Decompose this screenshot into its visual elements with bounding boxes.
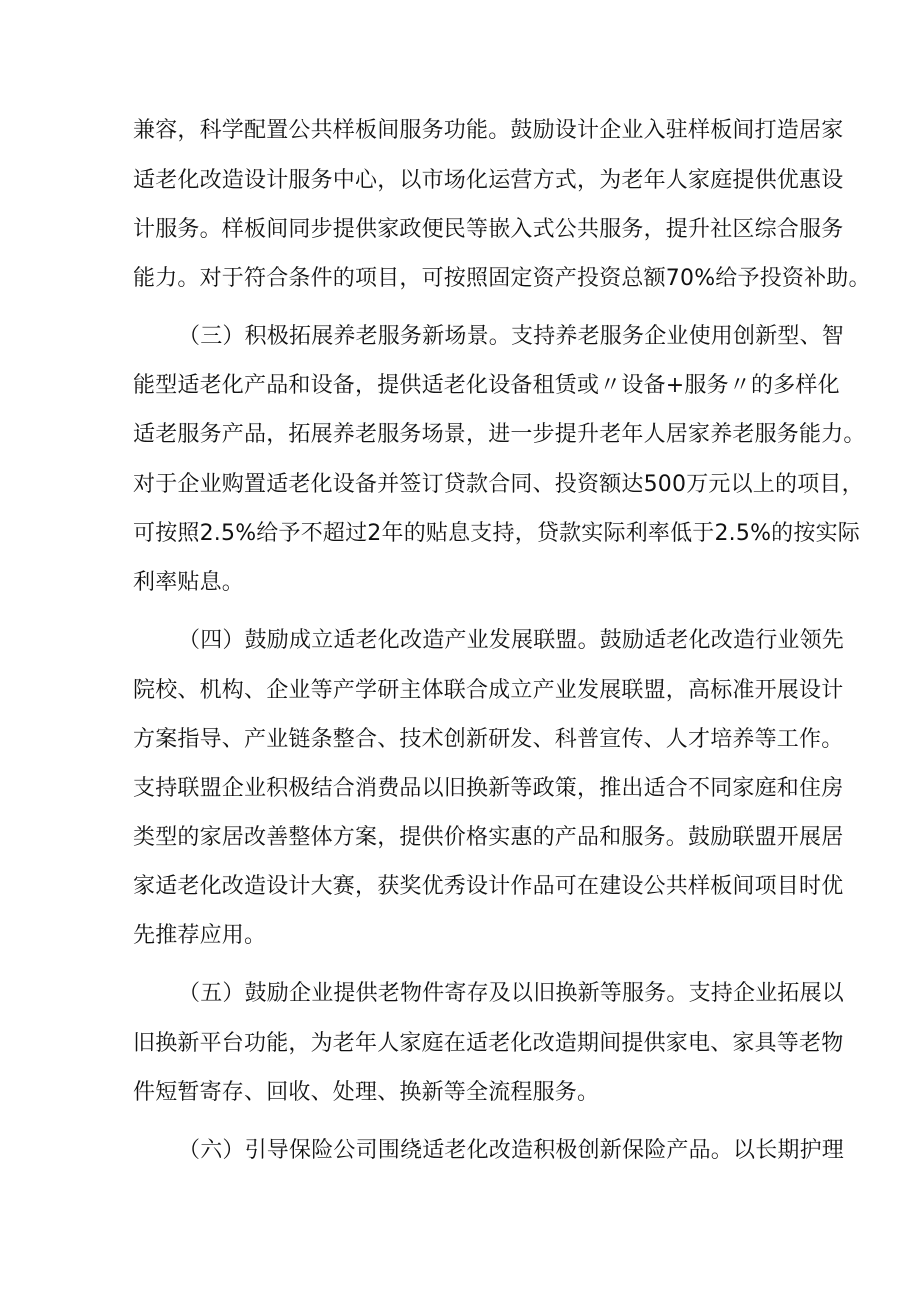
paragraph-line: （六）引导保险公司围绕适老化改造积极创新保险产品。以长期护理 — [178, 1138, 845, 1163]
paragraph-line: 院校、机构、企业等产学研主体联合成立产业发展联盟，高标准开展设计 — [133, 678, 844, 703]
paragraph-line: 利率贴息。 — [133, 570, 245, 595]
paragraph-line: （三）积极拓展养老服务新场景。支持养老服务企业使用创新型、智 — [178, 324, 845, 349]
paragraph-line: 适老服务产品，拓展养老服务场景，进一步提升老年人居家养老服务能力。 — [133, 422, 866, 447]
paragraph-line: 计服务。样板间同步提供家政便民等嵌入式公共服务，提升社区综合服务 — [133, 217, 844, 242]
paragraph-line: 能力。对于符合条件的项目，可按照固定资产投资总额70%给予投资补助。 — [133, 266, 871, 291]
paragraph-line: 家适老化改造设计大赛，获奖优秀设计作品可在建设公共样板间项目时优 — [133, 874, 844, 899]
paragraph-line: 类型的家居改善整体方案，提供价格实惠的产品和服务。鼓励联盟开展居 — [133, 825, 844, 850]
paragraph-line: （四）鼓励成立适老化改造产业发展联盟。鼓励适老化改造行业领先 — [178, 628, 845, 653]
paragraph-line: 适老化改造设计服务中心，以市场化运营方式，为老年人家庭提供优惠设 — [133, 168, 844, 193]
paragraph-line: 兼容，科学配置公共样板间服务功能。鼓励设计企业入驻样板间打造居家 — [133, 118, 844, 143]
paragraph-line: （五）鼓励企业提供老物件寄存及以旧换新等服务。支持企业拓展以 — [178, 981, 845, 1006]
paragraph-line: 对于企业购置适老化设备并签订贷款合同、投资额达500万元以上的项目， — [133, 472, 864, 497]
paragraph-line: 能型适老化产品和设备，提供适老化设备租赁或〃设备+服务〃的多样化 — [133, 373, 840, 398]
paragraph-line: 支持联盟企业积极结合消费品以旧换新等政策，推出适合不同家庭和住房 — [133, 776, 844, 801]
paragraph-line: 件短暂寄存、回收、处理、换新等全流程服务。 — [133, 1080, 600, 1105]
paragraph-line: 方案指导、产业链条整合、技术创新研发、科普宣传、人才培养等工作。 — [133, 727, 844, 752]
paragraph-line: 旧换新平台功能，为老年人家庭在适老化改造期间提供家电、家具等老物 — [133, 1031, 844, 1056]
paragraph-line: 可按照2.5%给予不超过2年的贴息支持，贷款实际利率低于2.5%的按实际 — [133, 521, 860, 546]
paragraph-line: 先推荐应用。 — [133, 923, 267, 948]
